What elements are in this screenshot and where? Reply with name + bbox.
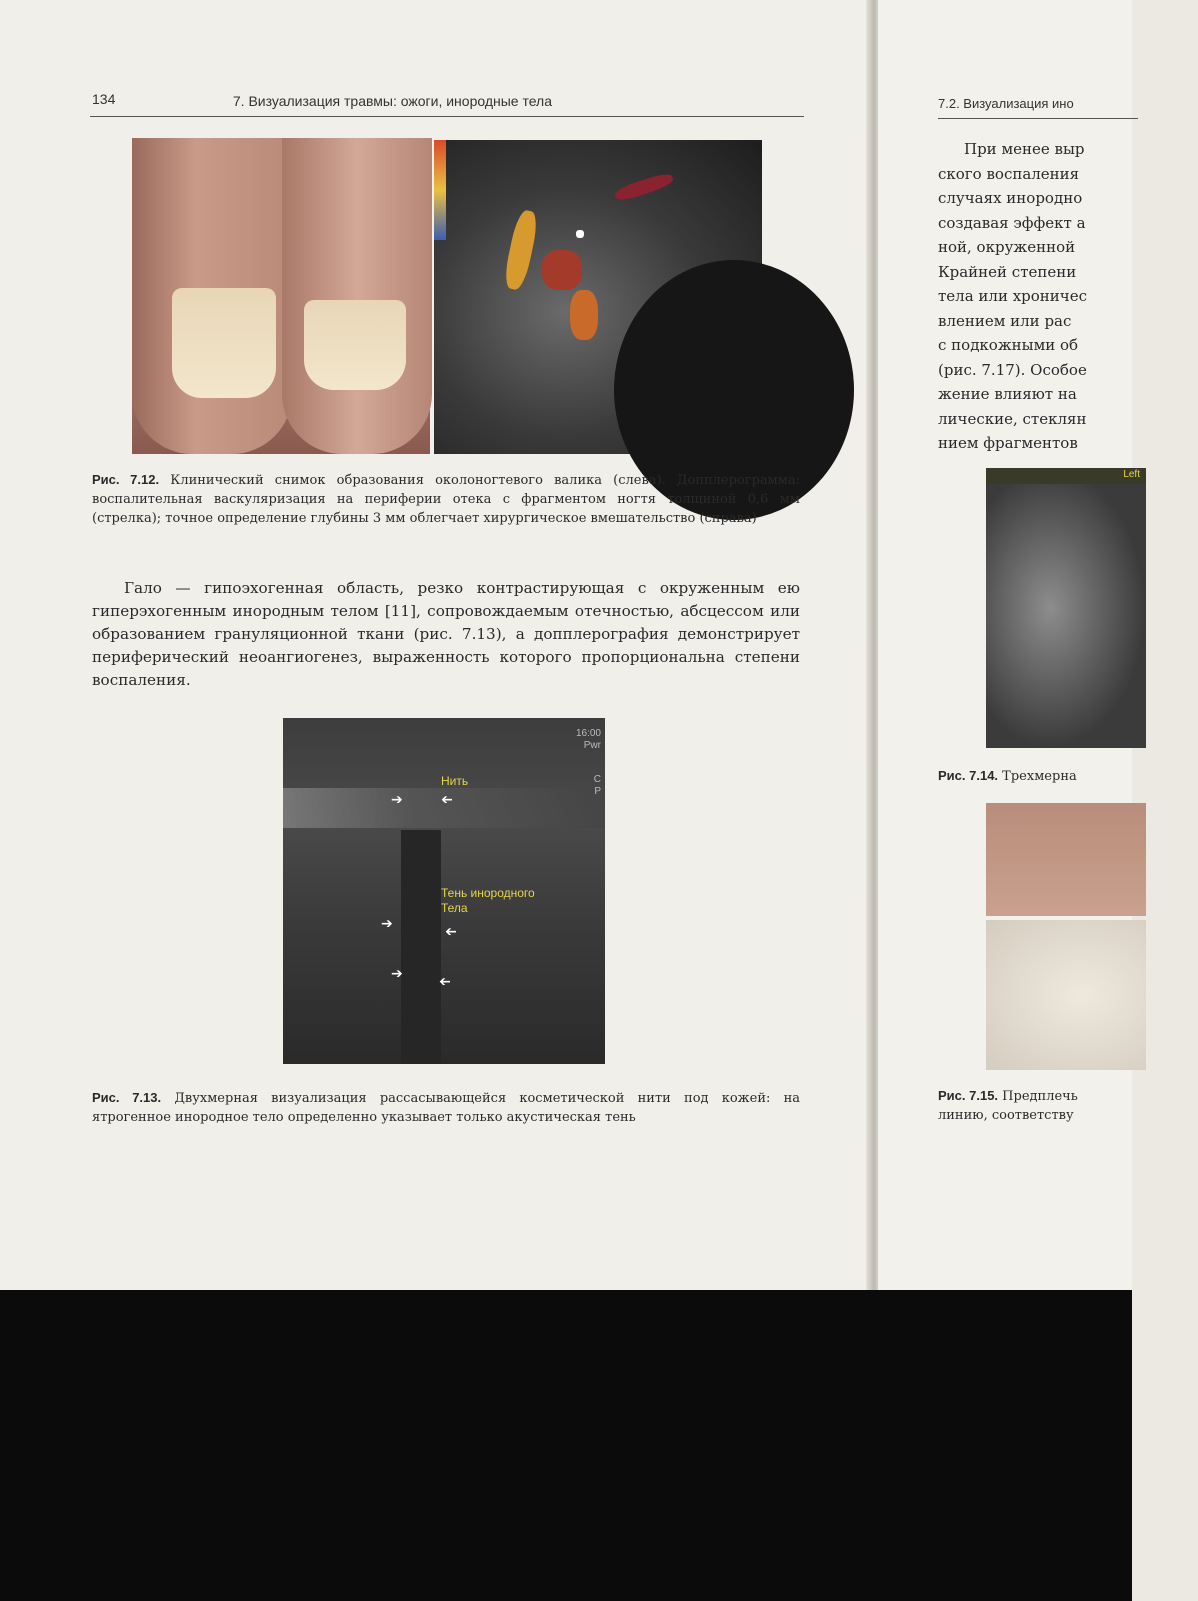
arrow-left-icon: ➔ <box>439 974 451 990</box>
running-head: 7.2. Визуализация ино <box>938 96 1074 111</box>
caption-text-line2: линию, соответству <box>938 1108 1074 1123</box>
image-header-bar <box>986 468 1146 484</box>
nail-right <box>304 300 406 390</box>
figure-label: Рис. 7.13. <box>92 1090 162 1105</box>
text-line: Крайней степени <box>938 262 1077 281</box>
arrow-right-icon: ➔ <box>391 966 403 982</box>
body-text <box>938 137 1198 456</box>
mode-readout: Pwr <box>583 740 601 751</box>
overlay-c: C <box>593 774 601 785</box>
doppler-image <box>434 140 762 454</box>
ultrasound-image <box>283 718 605 1064</box>
machine-overlay <box>576 728 601 798</box>
figure-7-12-caption <box>92 470 800 528</box>
figure-7-13-caption <box>92 1088 800 1127</box>
header-rule <box>938 118 1138 119</box>
arrow-right-icon: ➔ <box>381 916 393 932</box>
text-line: жение влияют на <box>938 385 1077 403</box>
thread-label: Нить <box>441 774 469 788</box>
nail-left <box>172 288 276 398</box>
scan-background <box>0 1290 1132 1601</box>
time-readout: 16:00 <box>575 728 601 739</box>
figure-label: Рис. 7.14. <box>938 768 999 783</box>
caption-text: Предплечь <box>1002 1089 1078 1104</box>
text-line: (рис. 7.17). Особое <box>938 360 1087 379</box>
text-line: влением или рас <box>938 311 1072 330</box>
doppler-signal <box>570 290 598 340</box>
caption-text: Клинический снимок образования околоногтевого валика (слева). Допплерограмма: воспалительная васкуляризация на периферии отека с фрагментом ногтя толщиной 0,6 мм (стрелка); точное определение глубины 3 мм облегчает хирургическое вмешательство (справа) <box>92 473 800 526</box>
text-line: лические, стеклян <box>938 409 1087 428</box>
acoustic-shadow <box>401 830 441 1064</box>
arrow-right-icon: ➔ <box>391 792 403 808</box>
finger-right <box>282 138 432 454</box>
right-page <box>878 0 1140 1290</box>
doppler-signal <box>613 171 674 203</box>
forearm-photo-lower <box>986 920 1146 1070</box>
text-line: тела или хроничес <box>938 287 1087 305</box>
doppler-signal <box>502 209 540 292</box>
shadow-label-line1: Тень инородного <box>441 886 535 900</box>
image-tag: Left <box>1123 469 1140 480</box>
foreign-body-echo <box>576 230 584 238</box>
doppler-signal <box>542 250 582 290</box>
forearm-photo <box>986 803 1146 916</box>
text-line: случаях инородно <box>938 189 1083 207</box>
caption-text: Двухмерная визуализация рассасывающейся косметической нити под кожей: на ятрогенное инородное тело определенно указывает только акустическая тень <box>92 1091 800 1125</box>
caption-text: Трехмерна <box>1002 769 1077 784</box>
shadow-label-line2: Тела <box>441 901 468 915</box>
page-number: 134 <box>92 91 116 107</box>
figure-7-15-caption <box>938 1086 1078 1125</box>
body-paragraph: Гало — гипоэхогенная область, резко контрастирующая с окруженным ею гиперэхогенным инородным телом [11], сопровождаемым отечностью, абсцессом или образованием грануляционной ткани (рис. 7.13), а допплерография демонстрирует периферический неоангиогенез, выраженность которого пропорциональна степени воспаления. <box>92 579 800 689</box>
overlay-p: P <box>594 786 601 797</box>
figure-label: Рис. 7.12. <box>92 472 160 487</box>
ultrasound-3d-image <box>986 468 1146 748</box>
clinical-photo <box>132 138 430 454</box>
text-line: создавая эффект а <box>938 213 1086 232</box>
text-line: При менее выр <box>964 140 1085 158</box>
shadow-label <box>441 886 535 916</box>
header-rule <box>90 116 804 117</box>
arrow-left-icon: ➔ <box>445 924 457 940</box>
figure-7-14-caption <box>938 766 1077 786</box>
running-head: 7. Визуализация травмы: ожоги, инородные тела <box>232 93 552 109</box>
text-line: ной, окруженной <box>938 238 1076 256</box>
text-line: с подкожными об <box>938 336 1079 354</box>
arrow-left-icon: ➔ <box>441 792 453 808</box>
text-line: нием фрагментов <box>938 434 1078 452</box>
text-line: ского воспаления <box>938 164 1080 183</box>
color-scale-bar <box>434 140 446 240</box>
figure-label: Рис. 7.15. <box>938 1088 999 1103</box>
